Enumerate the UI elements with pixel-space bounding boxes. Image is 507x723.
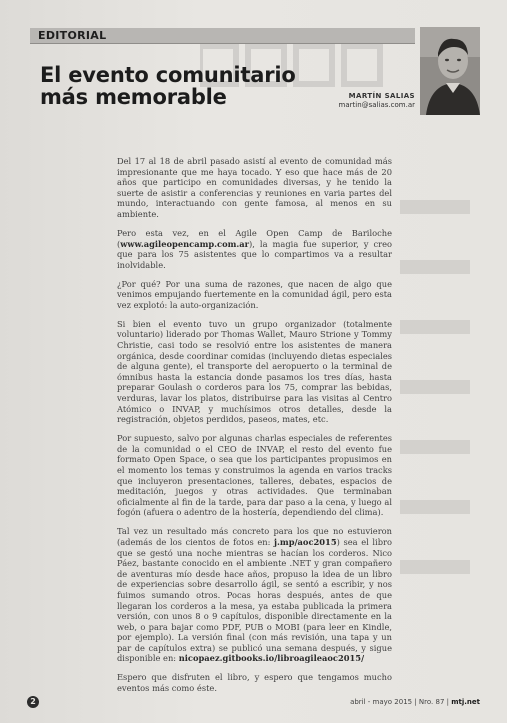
photos-link[interactable]: j.mp/aoc2015 [274, 536, 337, 547]
paragraph-2-start: Pero esta vez, en el Agile Open Camp de Bariloche ( [117, 227, 392, 249]
paragraph-2-end: ), la magia fue superior, y creo que para los 75 asistentes que lo compartimos va a resultar inolvidable. [117, 238, 392, 270]
author-photo [420, 27, 480, 115]
footer-issue: abril - mayo 2015 | Nro. 87 | [350, 698, 449, 706]
paragraph-6 [117, 526, 392, 664]
section-label: EDITORIAL [38, 29, 107, 42]
paragraph-7: Espero que disfruten el libro, y espero que tengamos mucho eventos más como éste. [117, 672, 392, 694]
paragraph-4: Si bien el evento tuvo un grupo organizador (totalmente voluntario) liderado por Thomas Wallet, Mauro Strione y Tommy Christie, casi todo se resolvió entre los asistentes de manera orgánica, desde coordinar comidas (incluyendo dietas especiales de alguna gente), el transporte del aeropuerto o la terminal de ómnibus hasta la estancia donde pasamos los tres días, hasta preparar Goulash o corderos para los 75, comprar las bebidas, verduras, lavar los platos, distribuirse para las visitas al Centro Atómico o INVAP, y muchísimos otros detalles, desde la registración, objetos perdidos, paseos, mates, etc. [117, 318, 392, 425]
article-title [40, 64, 340, 108]
footer-site: mtj.net [451, 698, 480, 706]
paragraph-2 [117, 228, 392, 270]
author-portrait-image [420, 27, 480, 115]
title-line-2: más memorable [40, 85, 227, 109]
author-name: MARTÍN SALIAS [348, 92, 415, 100]
sidebar-decoration [400, 160, 490, 610]
paragraph-6-middle: ) sea el libro que se gestó una noche mientras se hacían los corderos. Nico Páez, bastante conocido en el ambiente .NET y gran compañero de aventuras mío desde hace años, propuso la idea de un libro de experiencias sobre desarrollo ágil, se sentó a escribir, y nos fuimos sumando otros. Pocas horas después, antes de que llegaran los corderos a la mesa, ya estaba publicada la primera versión, con unos 8 o 9 capítulos, disponible directamente en la web, o para bajar como PDF, PUB o MOBI (para leer en Kindle, por ejemplo). La versión final (con más revisión, una tapa y un par de capítulos extra) se publicó una semana después, y sigue disponible en: [117, 536, 392, 664]
paragraph-1: Del 17 al 18 de abril pasado asistí al evento de comunidad más impresionante que me haya tocado. Y eso que hace más de 20 años que participo en comunidades diversas, y he tenido la suerte de asistir a conferencias y reuniones en varia partes del mundo, interactuando con gente famosa, al menos en su ambiente. [117, 156, 392, 219]
page-number-badge: 2 [27, 696, 39, 708]
section-header-bar [30, 28, 415, 44]
book-link[interactable]: nicopaez.gitbooks.io/libroagileaoc2015/ [178, 653, 365, 664]
paragraph-6-start: Tal vez un resultado más concreto para los que no estuvieron (además de los cientos de fotos en: [117, 526, 392, 547]
article-body [117, 156, 392, 702]
paragraph-5: Por supuesto, salvo por algunas charlas especiales de referentes de la comunidad o el CEO de INVAP, el resto del evento fue formato Open Space, o sea que los participantes propusimos en el momento los temas y construimos la agenda en varios tracks que incluyeron presentaciones, talleres, debates, espacios de meditación, juegos y otras actividades. Que terminaban oficialmente al fin de la tarde, para dar paso a la cena, y luego al fogón (afuera o adentro de la hostería, dependiendo del clima). [117, 433, 392, 518]
title-line-1: El evento comunitario [40, 63, 296, 87]
author-email: martin@salias.com.ar [338, 101, 415, 109]
paragraph-3: ¿Por qué? Por una suma de razones, que nacen de algo que venimos empujando fuertemente en la comunidad ágil, pero esta vez explotó: la auto-organización. [117, 278, 392, 310]
agileopencamp-link[interactable]: www.agileopencamp.com.ar [120, 238, 250, 249]
page-footer [350, 698, 480, 706]
background-sidebar-marks [400, 160, 490, 610]
author-byline [339, 92, 415, 110]
